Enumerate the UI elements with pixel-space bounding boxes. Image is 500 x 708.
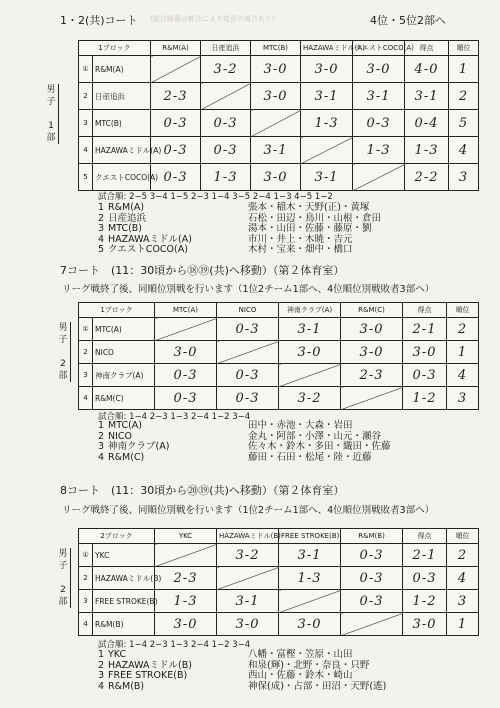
score-cell: 2-3 <box>151 83 201 110</box>
team-name: 神南クラブ(A) <box>93 364 155 387</box>
lineup-number: 2 <box>98 430 105 442</box>
score-cell: 1-3 <box>279 567 341 590</box>
rank-cell: 3 <box>447 387 479 410</box>
rank-cell: 3 <box>447 590 479 613</box>
score-cell: 3-1 <box>217 590 279 613</box>
score-cell: 3-1 <box>279 544 341 567</box>
points-cell: 1-2 <box>403 590 447 613</box>
points-cell: 2-1 <box>403 544 447 567</box>
points-cell: 2-1 <box>403 318 447 341</box>
rank-cell: 2 <box>449 83 479 110</box>
score-cell: 3-2 <box>279 387 341 410</box>
lineup-row <box>98 421 391 432</box>
score-cell: 0-3 <box>201 137 251 164</box>
section3-league-table <box>78 528 479 636</box>
lineup-team-name: クエストCOCO(A) <box>108 244 188 255</box>
score-cell: 3-0 <box>217 613 279 636</box>
score-cell: 0-3 <box>155 364 217 387</box>
score-cell: 1-3 <box>201 164 251 191</box>
column-header: YKC <box>155 529 217 544</box>
score-cell: 0-3 <box>155 387 217 410</box>
table-row <box>79 590 479 613</box>
section2-match-order: 試合順: 1−4 2−3 1−3 2−4 1−2 3−4 <box>98 412 251 422</box>
points-cell: 2-2 <box>405 164 449 191</box>
team-name: YKC <box>93 544 155 567</box>
lineup-members: 市川・井上・木暁・吉元 <box>248 233 353 245</box>
points-cell: 3-0 <box>403 341 447 364</box>
lineup-number: 4 <box>98 233 105 245</box>
score-cell: 0-3 <box>151 137 201 164</box>
lineup-team <box>98 453 248 464</box>
team-name: クエストCOCO(A) <box>93 164 151 191</box>
score-cell: 2-3 <box>341 364 403 387</box>
column-header: MTC(A) <box>155 303 217 318</box>
points-cell: 3-1 <box>405 83 449 110</box>
lineup-row <box>98 453 391 464</box>
lineup-number: 1 <box>98 420 105 431</box>
column-header: FREE STROKE(B) <box>279 529 341 544</box>
score-cell: 3-1 <box>301 164 353 191</box>
table-row <box>79 613 479 636</box>
column-header: 得点 <box>403 529 447 544</box>
lineup-members: 佐々木・鈴木・多田・織田・佐藤 <box>248 441 391 452</box>
rank-cell: 4 <box>447 567 479 590</box>
team-name: 日産追浜 <box>93 83 151 110</box>
lineup-members: 八幡・富樫・笠原・山田 <box>248 649 353 660</box>
lineup-members: 神保(成)・占部・田沼・天野(遙) <box>248 680 387 692</box>
lineup-number: 4 <box>98 680 105 692</box>
score-cell: 0-3 <box>217 364 279 387</box>
score-cell: 1-3 <box>353 137 405 164</box>
table-row <box>79 364 479 387</box>
column-header: MTC(B) <box>251 41 301 56</box>
score-cell: 3-0 <box>155 341 217 364</box>
rank-cell: 4 <box>447 364 479 387</box>
table-row <box>79 567 479 590</box>
lineup-team-name: HAZAWAミドル(B) <box>108 659 192 671</box>
row-number: 4 <box>79 613 93 636</box>
team-name: MTC(B) <box>93 110 151 137</box>
lineup-team-name: MTC(B) <box>108 223 143 234</box>
diagonal-blank-cell <box>341 387 403 410</box>
column-header: 1ブロック <box>79 303 155 318</box>
row-number: ① <box>79 56 93 83</box>
section3-title: 8コート (11：30頃から⑳⑲(共)へ移動）（第２体育室） <box>60 484 345 497</box>
section1-match-order: 試合順: 2−5 3−4 1−5 2−3 1−4 3−5 2−4 1−3 4−5 1−2 <box>98 192 333 202</box>
section3-match-order: 試合順: 1−4 2−3 1−3 2−4 1−2 3−4 <box>98 640 251 650</box>
row-number: 2 <box>79 341 93 364</box>
column-header: クエストCOCO(A) <box>353 41 405 56</box>
lineup-number: 5 <box>98 244 105 255</box>
row-number: ① <box>79 318 93 341</box>
diagonal-blank-cell <box>201 83 251 110</box>
table-row <box>79 341 479 364</box>
score-cell: 3-2 <box>201 56 251 83</box>
section1-league-table <box>78 40 479 191</box>
section2-league-table <box>78 302 479 410</box>
diagonal-blank-cell <box>155 318 217 341</box>
score-cell: 3-1 <box>251 137 301 164</box>
lineup-members: 石松・田辺・鳥川・山根・倉田 <box>248 212 382 224</box>
lineup-members: 藤田・石田・松尾・陸・近藤 <box>248 451 372 463</box>
column-header: 順位 <box>447 529 479 544</box>
diagonal-blank-cell <box>151 56 201 83</box>
column-header: 順位 <box>449 41 479 56</box>
section2-note: リーグ戦終了後、同順位別戦を行います（1位2チーム1部へ、4位順位別戦敗者3部へ） <box>62 284 435 295</box>
lineup-team-name: NICO <box>108 430 133 442</box>
header-row <box>79 41 479 56</box>
column-header: 得点 <box>405 41 449 56</box>
score-cell: 1-3 <box>155 590 217 613</box>
score-cell: 3-0 <box>341 341 403 364</box>
row-number: 3 <box>79 364 93 387</box>
lineup-number: 3 <box>98 441 105 452</box>
section2-division-label: 男子 2 部 <box>56 322 71 382</box>
lineup-team <box>98 245 248 256</box>
diagonal-blank-cell <box>353 164 405 191</box>
table-row <box>79 544 479 567</box>
team-name: HAZAWAミドル(B) <box>93 567 155 590</box>
column-header: HAZAWAミドル(B) <box>217 529 279 544</box>
column-header: NICO <box>217 303 279 318</box>
rank-cell: 1 <box>447 613 479 636</box>
score-cell: 0-3 <box>341 567 403 590</box>
rank-cell: 1 <box>449 56 479 83</box>
lineup-team-name: R&M(A) <box>108 202 145 213</box>
diagonal-blank-cell <box>217 567 279 590</box>
lineup-number: 2 <box>98 212 105 224</box>
score-cell: 0-3 <box>341 544 403 567</box>
row-number: 5 <box>79 164 93 191</box>
column-header: HAZAWAミドル(A) <box>301 41 353 56</box>
lineup-team-name: HAZAWAミドル(A) <box>108 233 192 245</box>
row-number: 3 <box>79 590 93 613</box>
column-header: 神南クラブ(A) <box>279 303 341 318</box>
rank-cell: 5 <box>449 110 479 137</box>
lineup-row <box>98 245 381 256</box>
column-header: R&M(B) <box>341 529 403 544</box>
column-header: 2ブロック <box>79 529 155 544</box>
score-cell: 3-0 <box>279 613 341 636</box>
score-cell: 3-0 <box>251 164 301 191</box>
score-cell: 0-3 <box>217 318 279 341</box>
section1-lineup <box>98 203 381 256</box>
score-cell: 0-3 <box>151 110 201 137</box>
lineup-team-name: R&M(B) <box>108 680 145 692</box>
diagonal-blank-cell <box>279 590 341 613</box>
section1-faint-header: (試合順番の都合により変更の場合あり) <box>150 15 275 23</box>
section1-division-label: 男子 1 部 <box>44 84 59 144</box>
score-cell: 0-3 <box>341 590 403 613</box>
column-header: R&M(A) <box>151 41 201 56</box>
section3-division-label: 男子 2 部 <box>56 548 71 608</box>
lineup-team-name: FREE STROKE(B) <box>108 670 188 681</box>
lineup-number: 3 <box>98 670 105 681</box>
score-cell: 3-0 <box>251 56 301 83</box>
rank-cell: 2 <box>447 318 479 341</box>
column-header: R&M(C) <box>341 303 403 318</box>
points-cell: 0-4 <box>405 110 449 137</box>
rank-cell: 1 <box>447 341 479 364</box>
section2-lineup <box>98 421 391 463</box>
score-cell: 3-0 <box>155 613 217 636</box>
score-cell: 3-0 <box>251 83 301 110</box>
diagonal-blank-cell <box>279 364 341 387</box>
header-row <box>79 303 479 318</box>
score-cell: 0-3 <box>151 164 201 191</box>
points-cell: 0-3 <box>403 364 447 387</box>
table-row <box>79 137 479 164</box>
points-cell: 1-3 <box>405 137 449 164</box>
lineup-number: 1 <box>98 649 105 660</box>
team-name: NICO <box>93 341 155 364</box>
score-cell: 3-1 <box>279 318 341 341</box>
score-cell: 0-3 <box>217 387 279 410</box>
score-cell: 0-3 <box>353 110 405 137</box>
lineup-team-name: MTC(A) <box>108 420 142 431</box>
score-cell: 1-3 <box>301 110 353 137</box>
rank-cell: 2 <box>447 544 479 567</box>
score-cell: 3-0 <box>301 56 353 83</box>
score-cell: 2-3 <box>155 567 217 590</box>
section1-title: 1・2(共)コート <box>60 14 138 27</box>
table-row <box>79 56 479 83</box>
table-row <box>79 83 479 110</box>
lineup-team-name: 神南クラブ(A) <box>108 441 170 452</box>
lineup-members: 和泉(輝)・北野・奈良・只野 <box>248 659 370 671</box>
lineup-number: 1 <box>98 202 105 213</box>
diagonal-blank-cell <box>251 110 301 137</box>
row-number: 2 <box>79 567 93 590</box>
points-cell: 0-3 <box>403 567 447 590</box>
rank-cell: 4 <box>449 137 479 164</box>
table-row <box>79 387 479 410</box>
points-cell: 4-0 <box>405 56 449 83</box>
section3-lineup <box>98 650 386 692</box>
column-header: 順位 <box>447 303 479 318</box>
section2-title: 7コート (11：30頃から⑱⑲(共)へ移動）（第２体育室） <box>60 264 345 277</box>
score-cell: 3-0 <box>341 318 403 341</box>
diagonal-blank-cell <box>155 544 217 567</box>
row-number: 3 <box>79 110 93 137</box>
row-number: ① <box>79 544 93 567</box>
header-row <box>79 529 479 544</box>
section1-advance-note: 4位・5位2部へ <box>370 14 446 27</box>
column-header: 日産追浜 <box>201 41 251 56</box>
score-cell: 3-2 <box>217 544 279 567</box>
points-cell: 3-0 <box>403 613 447 636</box>
score-cell: 3-0 <box>353 56 405 83</box>
team-name: R&M(B) <box>93 613 155 636</box>
lineup-team <box>98 682 248 693</box>
table-row <box>79 110 479 137</box>
lineup-number: 2 <box>98 659 105 671</box>
lineup-members: 金丸・阿部・小澤・山元・瀬谷 <box>248 430 382 442</box>
lineup-number: 3 <box>98 223 105 234</box>
row-number: 4 <box>79 137 93 164</box>
table-row <box>79 318 479 341</box>
team-name: FREE STROKE(B) <box>93 590 155 613</box>
lineup-members: 田中・赤池・大森・岩田 <box>248 420 353 431</box>
table-row <box>79 164 479 191</box>
lineup-row <box>98 682 386 693</box>
team-name: MTC(A) <box>93 318 155 341</box>
team-name: R&M(A) <box>93 56 151 83</box>
lineup-members: 西山・佐藤・鈴木・崎山 <box>248 670 353 681</box>
lineup-team-name: 日産追浜 <box>108 212 147 224</box>
row-number: 4 <box>79 387 93 410</box>
score-cell: 3-1 <box>353 83 405 110</box>
team-name: HAZAWAミドル(A) <box>93 137 151 164</box>
section3-note: リーグ戦終了後、同順位別戦を行います（1位2チーム1部へ、4位順位別戦敗者3部へ） <box>62 505 435 516</box>
rank-cell: 3 <box>449 164 479 191</box>
lineup-team-name: YKC <box>108 649 127 660</box>
diagonal-blank-cell <box>341 613 403 636</box>
lineup-number: 4 <box>98 451 105 463</box>
points-cell: 1-2 <box>403 387 447 410</box>
diagonal-blank-cell <box>301 137 353 164</box>
score-cell: 3-1 <box>301 83 353 110</box>
diagonal-blank-cell <box>217 341 279 364</box>
row-number: 2 <box>79 83 93 110</box>
lineup-members: 木村・宝来・畑中・橋口 <box>248 244 353 255</box>
lineup-members: 湯本・山田・佐藤・藤原・劉 <box>248 223 372 234</box>
score-cell: 0-3 <box>201 110 251 137</box>
lineup-members: 張本・稲木・天野(正)・黄塚 <box>248 202 370 213</box>
lineup-team-name: R&M(C) <box>108 451 145 463</box>
team-name: R&M(C) <box>93 387 155 410</box>
column-header: 1ブロック <box>79 41 151 56</box>
column-header: 得点 <box>403 303 447 318</box>
score-cell: 3-0 <box>279 341 341 364</box>
